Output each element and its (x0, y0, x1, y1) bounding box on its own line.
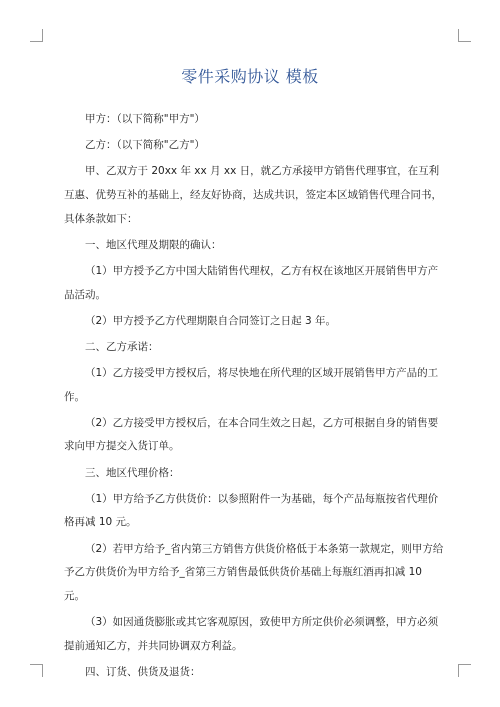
clause-1-1: （1）甲方授予乙方中国大陆销售代理权，乙方有权在该地区开展销售甲方产品活动。 (64, 264, 439, 301)
section-heading-3: 三、地区代理价格： (85, 466, 180, 479)
document-body (64, 108, 444, 687)
paragraph-party-b: 乙方：（以下简称"乙方"） (85, 139, 205, 152)
crop-mark-bottom-left (30, 664, 43, 677)
clause-1-2: （2）甲方授予乙方代理期限自合同签订之日起 3 年。 (85, 314, 337, 327)
crop-mark-bottom-right (458, 664, 471, 677)
clause-3-1: （1）甲方给予乙方供货价：以参照附件一为基础，每个产品每瓶按省代理价格再减 10 元。 (64, 492, 439, 529)
crop-mark-top-left (30, 29, 43, 42)
section-heading-1: 一、地区代理及期限的确认： (85, 238, 222, 251)
paragraph-party-a: 甲方：（以下简称"甲方"） (85, 113, 205, 125)
paragraph-preamble: 甲、乙双方于 20xx 年 xx 月 xx 日，就乙方承接甲方销售代理事宜，在互利互惠、优势互补的基础上，经友好协商，达成共识，签定本区域销售代理合同书，具体条款如下： (64, 165, 442, 225)
clause-2-2: （2）乙方接受甲方授权后，在本合同生效之日起，乙方可根据自身的销售要求向甲方提交入货订单。 (64, 416, 439, 453)
document-title: 零件采购协议 模板 (181, 67, 319, 86)
clause-3-3: （3）如因通货膨胀或其它客观原因，致使甲方所定供价必须调整，甲方必须提前通知乙方，并共同协调双方利益。 (64, 616, 439, 652)
section-heading-4: 四、订货、供货及退货： (85, 665, 201, 678)
section-heading-2: 二、乙方承诺： (85, 340, 159, 353)
clause-3-2: （2）若甲方给予_省内第三方销售方供货价格低于本条第一款规定，则甲方给予乙方供货价为甲方给予_省第三方销售最低供货价基础上每瓶红酒再扣减 10 元。 (64, 542, 444, 602)
clause-2-1: （1）乙方接受甲方授权后，将尽快地在所代理的区域开展销售甲方产品的工作。 (64, 367, 439, 403)
crop-mark-top-right (458, 29, 471, 42)
